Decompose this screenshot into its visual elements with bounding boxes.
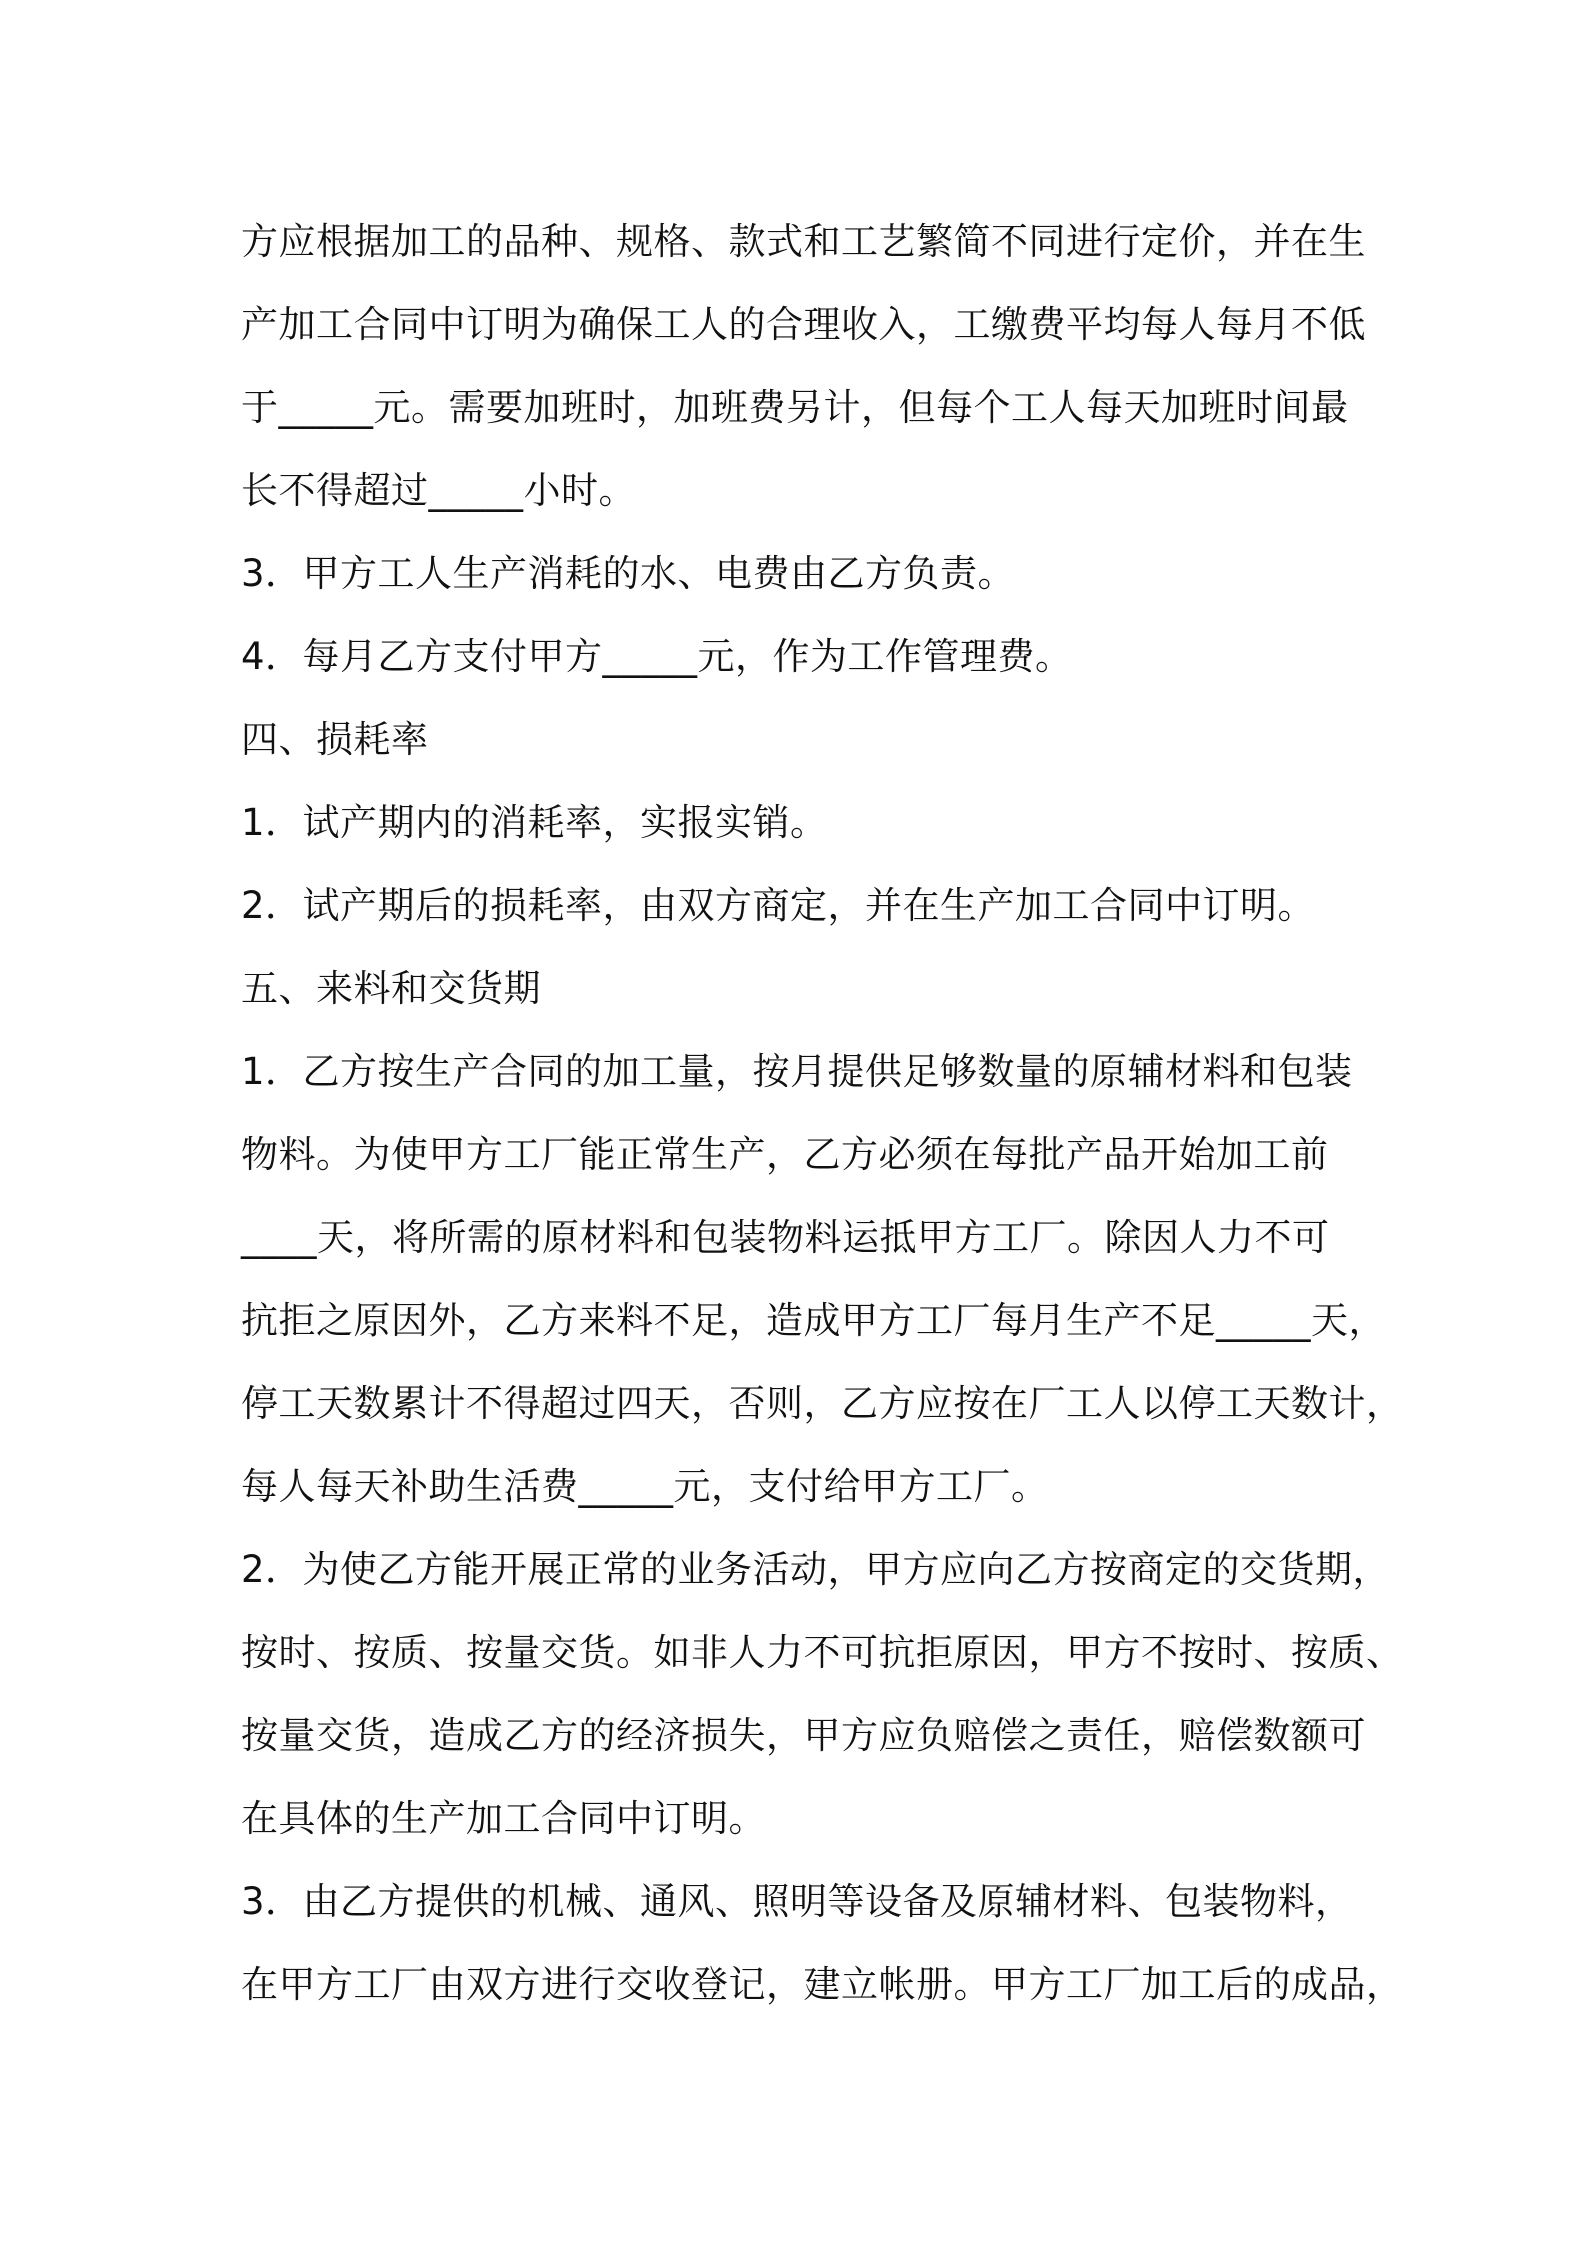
numbered-clause: 3．甲方工人生产消耗的水、电费由乙方负责。 <box>241 552 1016 595</box>
numbered-clause: 1．乙方按生产合同的加工量，按月提供足够数量的原辅材料和包装 <box>241 1050 1353 1093</box>
text-line: 每人每天补助生活费_____元，支付给甲方工厂。 <box>241 1465 1049 1508</box>
numbered-clause: 3．由乙方提供的机械、通风、照明等设备及原辅材料、包装物料， <box>241 1880 1353 1923</box>
text-line: 停工天数累计不得超过四天，否则，乙方应按在厂工人以停工天数计， <box>241 1382 1404 1425</box>
text-line: 物料。为使甲方工厂能正常生产，乙方必须在每批产品开始加工前 <box>241 1133 1329 1176</box>
text-line: 在具体的生产加工合同中订明。 <box>241 1797 766 1840</box>
text-line: 在甲方工厂由双方进行交收登记，建立帐册。甲方工厂加工后的成品， <box>241 1963 1404 2006</box>
numbered-clause: 2．为使乙方能开展正常的业务活动，甲方应向乙方按商定的交货期， <box>241 1548 1391 1591</box>
section-heading: 五、来料和交货期 <box>241 967 541 1010</box>
numbered-clause: 2．试产期后的损耗率，由双方商定，并在生产加工合同中订明。 <box>241 884 1316 927</box>
document-body <box>241 200 1404 2026</box>
text-line: 按时、按质、按量交货。如非人力不可抗拒原因，甲方不按时、按质、 <box>241 1631 1404 1674</box>
text-line: 按量交货，造成乙方的经济损失，甲方应负赔偿之责任，赔偿数额可 <box>241 1714 1366 1757</box>
text-line: 产加工合同中订明为确保工人的合理收入，工缴费平均每人每月不低 <box>241 303 1366 346</box>
text-line: 于_____元。需要加班时，加班费另计，但每个工人每天加班时间最 <box>241 386 1349 429</box>
text-line: 方应根据加工的品种、规格、款式和工艺繁简不同进行定价，并在生 <box>241 220 1366 263</box>
text-line: ____天，将所需的原材料和包装物料运抵甲方工厂。除因人力不可 <box>241 1216 1330 1259</box>
numbered-clause: 1．试产期内的消耗率，实报实销。 <box>241 801 828 844</box>
numbered-clause: 4．每月乙方支付甲方_____元，作为工作管理费。 <box>241 635 1073 678</box>
section-heading: 四、损耗率 <box>241 718 429 761</box>
text-line: 长不得超过_____小时。 <box>241 469 636 512</box>
text-line: 抗拒之原因外，乙方来料不足，造成甲方工厂每月生产不足_____天， <box>241 1299 1386 1342</box>
